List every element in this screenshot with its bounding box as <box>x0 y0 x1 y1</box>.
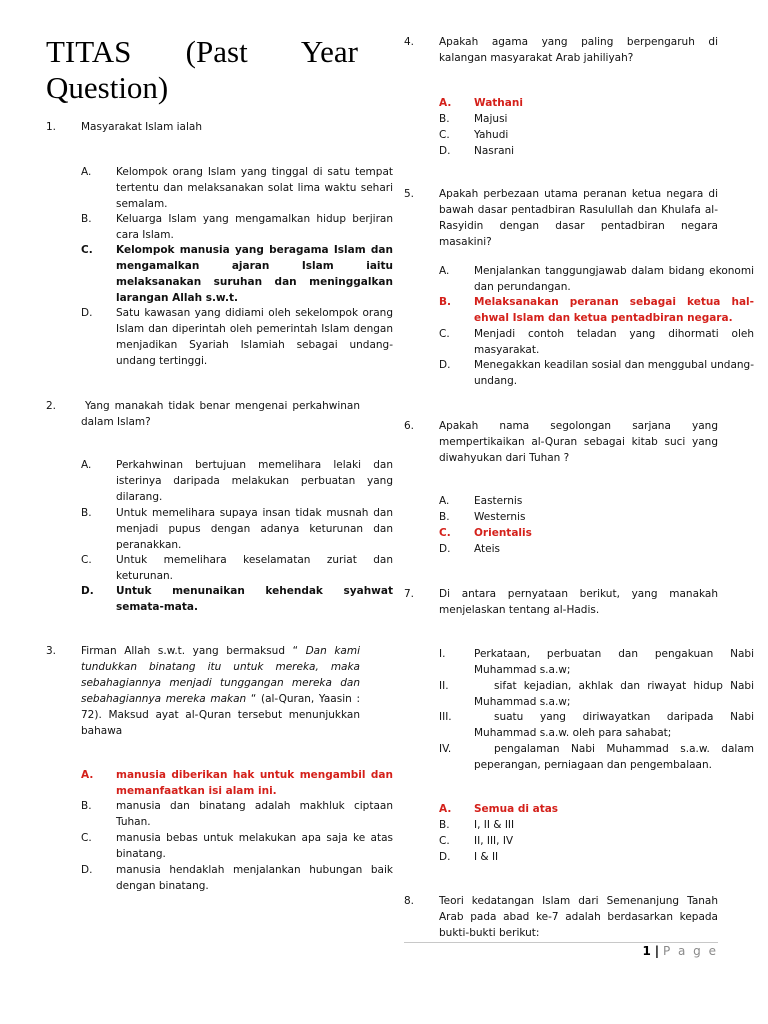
option-label: A. <box>439 495 450 507</box>
option-text: Menjadi contoh teladan yang dihormati oleh masyarakat. <box>474 328 754 356</box>
option-text: I & II <box>474 851 499 863</box>
question-number: 4. <box>404 36 415 48</box>
option-label: B. <box>81 213 92 225</box>
option-text: manusia dan binatang adalah makhluk ciptaan Tuhan. <box>116 800 393 828</box>
statement-label: III. <box>439 711 452 723</box>
option-label: B. <box>439 819 450 831</box>
option-text: Untuk memelihara supaya insan tidak musnah dan menjadi pupus dengan adanya keturunan dan peranakkan. <box>116 507 393 551</box>
question-number: 2. <box>46 400 57 412</box>
option-text: Semua di atas <box>474 803 559 815</box>
option-text: Keluarga Islam yang mengamalkan hidup berjiran cara Islam. <box>116 213 393 241</box>
statement-text: Perkataan, perbuatan dan pengakuan Nabi Muhammad s.a.w; <box>474 648 754 676</box>
question-text: Apakah perbezaan utama peranan ketua negara di bawah dasar pentadbiran Rasulullah dan Khulafa al-Rasyidin dengan dasar pentadbiran negara masakini? <box>439 188 718 248</box>
option-label: C. <box>439 129 450 141</box>
statement-label: IV. <box>439 743 452 755</box>
page-footer <box>604 943 718 959</box>
option-label: D. <box>439 145 451 157</box>
question-text-intro: Firman Allah s.w.t. yang bermaksud “ <box>81 645 306 657</box>
page-number: 1 <box>642 944 651 958</box>
option-text: Untuk memelihara keselamatan zuriat dan keturunan. <box>116 554 393 582</box>
option-text: Satu kawasan yang didiami oleh sekelompok orang Islam dan diperintah oleh pemerintah Islam dengan menjadikan Syariah Islamiah sebagai undang-undang tertinggi. <box>116 307 393 367</box>
option-text: Ateis <box>474 543 500 555</box>
option-label: D. <box>439 851 451 863</box>
option-text: I, II & III <box>474 819 515 831</box>
option-label: B. <box>81 507 92 519</box>
question-text <box>81 643 360 739</box>
question-text: Apakah nama segolongan sarjana yang mempertikaikan al-Quran sebagai kitab suci yang diwahyukan dari Tuhan ? <box>439 420 718 464</box>
option-label: C. <box>439 835 450 847</box>
option-text: Untuk menunaikan kehendak syahwat semata-mata. <box>116 585 393 613</box>
option-text: Wathani <box>474 97 523 109</box>
option-text: Westernis <box>474 511 526 523</box>
question-text: Di antara pernyataan berikut, yang manakah menjelaskan tentang al-Hadis. <box>439 588 718 616</box>
option-label: C. <box>81 244 93 256</box>
option-text: Menjalankan tanggungjawab dalam bidang ekonomi dan perundangan. <box>474 265 754 293</box>
statement-text: pengalaman Nabi Muhammad s.a.w. dalam peperangan, perniagaan dan pengembalaan. <box>474 743 754 771</box>
option-label: B. <box>81 800 92 812</box>
quran-quote: Dan kami tundukkan binatang itu untuk mereka, maka sebahagiannya menjadi tunggangan mereka dan sebahagiannya mereka makan <box>81 645 360 705</box>
option-label: A. <box>439 97 452 109</box>
option-label: B. <box>439 511 450 523</box>
footer-separator: | <box>654 944 660 958</box>
option-label: D. <box>439 359 451 371</box>
option-label: A. <box>81 459 92 471</box>
option-label: C. <box>81 554 92 566</box>
option-text: Nasrani <box>474 145 515 157</box>
page-word: P a g e <box>662 944 718 958</box>
option-label: A. <box>81 166 92 178</box>
question-number: 5. <box>404 188 415 200</box>
option-text: Yahudi <box>474 129 509 141</box>
option-label: B. <box>439 296 451 308</box>
option-text: Orientalis <box>474 527 532 539</box>
option-label: C. <box>81 832 92 844</box>
option-text: Kelompok orang Islam yang tinggal di satu tempat tertentu dan melaksanakan solat lima waktu sehari semalam. <box>116 166 393 210</box>
option-label: C. <box>439 527 451 539</box>
option-label: A. <box>81 769 94 781</box>
question-text: Masyarakat Islam ialah <box>81 121 202 133</box>
question-1 <box>46 119 360 135</box>
question-text-rest: “ (al-Quran, Yaasin : 72). Maksud ayat al-Quran tersebut menunjukkan bahawa <box>81 693 360 737</box>
option-text: Perkahwinan bertujuan memelihara lelaki dan isterinya daripada melakukan perbuatan yang dilarang. <box>116 459 393 503</box>
option-label: C. <box>439 328 450 340</box>
option-text: Kelompok manusia yang beragama Islam dan mengamalkan ajaran Islam iaitu melaksanakan suruhan dan meninggalkan larangan Allah s.w.t. <box>116 244 393 304</box>
question-number: 3. <box>46 645 57 657</box>
option-label: A. <box>439 803 452 815</box>
question-number: 1. <box>46 121 57 133</box>
option-label: D. <box>81 585 94 597</box>
question-text: Yang manakah tidak benar mengenai perkahwinan dalam Islam? <box>81 400 360 428</box>
document-title: TITAS (Past Year Question) <box>46 34 358 105</box>
statement-label: II. <box>439 680 449 692</box>
question-number: 8. <box>404 895 415 907</box>
option-text: II, III, IV <box>474 835 514 847</box>
question-text: Teori kedatangan Islam dari Semenanjung Tanah Arab pada abad ke-7 adalah berdasarkan kepada bukti-bukti berikut: <box>439 895 718 939</box>
option-label: D. <box>439 543 451 555</box>
option-text: manusia diberikan hak untuk mengambil dan memanfaatkan isi alam ini. <box>116 769 393 797</box>
option-label: B. <box>439 113 450 125</box>
question-number: 7. <box>404 588 415 600</box>
option-text: Easternis <box>474 495 523 507</box>
question-text: Apakah agama yang paling berpengaruh di kalangan masyarakat Arab jahiliyah? <box>439 36 718 64</box>
option-text: Menegakkan keadilan sosial dan menggubal undang-undang. <box>474 359 754 387</box>
option-text: manusia bebas untuk melakukan apa saja ke atas binatang. <box>116 832 393 860</box>
question-number: 6. <box>404 420 415 432</box>
option-label: D. <box>81 864 93 876</box>
option-text: manusia hendaklah menjalankan hubungan baik dengan binatang. <box>116 864 393 892</box>
statement-text: suatu yang diriwayatkan daripada Nabi Muhammad s.a.w. oleh para sahabat; <box>474 711 754 739</box>
statement-label: I. <box>439 648 446 660</box>
option-label: A. <box>439 265 450 277</box>
option-label: D. <box>81 307 93 319</box>
option-text: Majusi <box>474 113 508 125</box>
statement-text: sifat kejadian, akhlak dan riwayat hidup Nabi Muhammad s.a.w; <box>474 680 754 708</box>
option-text: Melaksanakan peranan sebagai ketua hal-ehwal Islam dan ketua pentadbiran negara. <box>474 296 754 324</box>
